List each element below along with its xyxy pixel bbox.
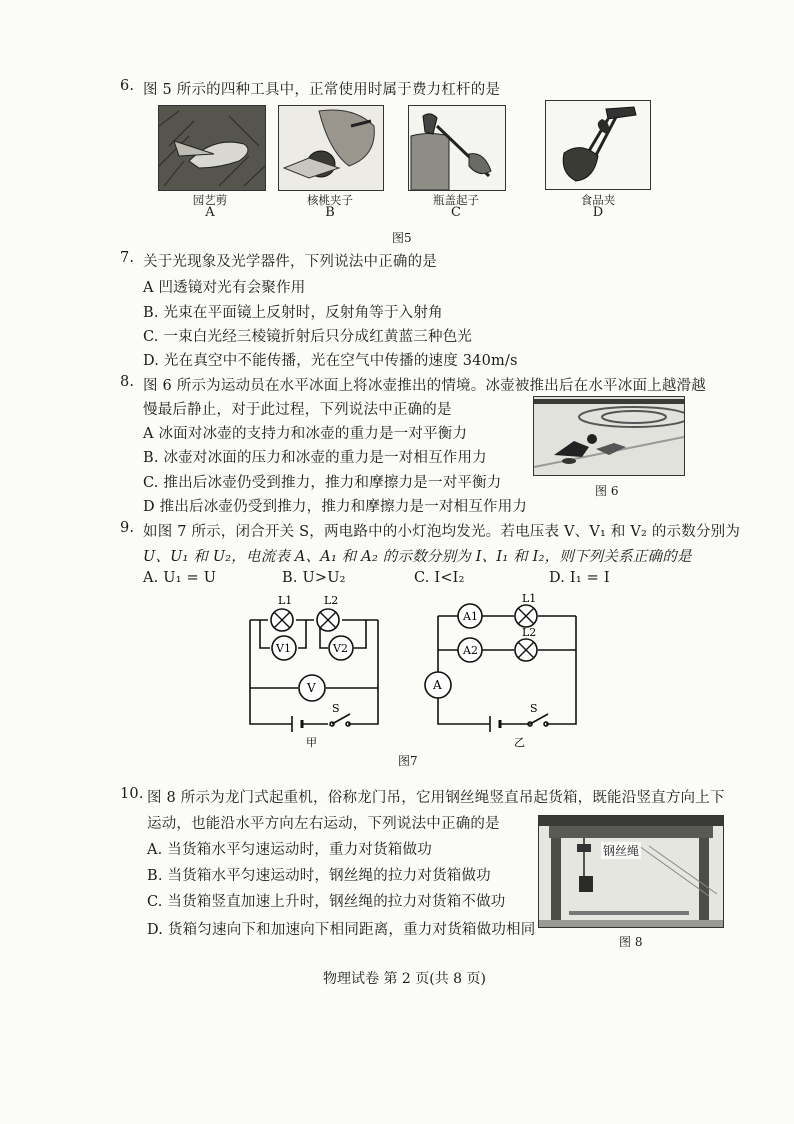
voltmeter-v-label: V xyxy=(307,681,316,695)
lamp-l2-label-yi: L2 xyxy=(522,626,537,639)
tool-b-letter: B xyxy=(325,205,335,220)
figure-5-label: 图5 xyxy=(392,231,412,245)
ammeter-a2-label: A2 xyxy=(463,644,478,657)
q8-option-a: A 冰面对冰壶的支持力和冰壶的重力是一对平衡力 xyxy=(143,426,468,442)
q7-option-a: A 凹透镜对光有会聚作用 xyxy=(143,280,306,296)
q10-option-d: D. 货箱匀速向下和加速向下相同距离，重力对货箱做功相同 xyxy=(147,922,536,938)
tool-c-letter: C xyxy=(451,205,461,220)
q6-stem: 图 5 所示的四种工具中，正常使用时属于费力杠杆的是 xyxy=(143,82,501,98)
q8-option-d: D 推出后冰壶仍受到推力，推力和摩擦力是一对相互作用力 xyxy=(143,499,528,515)
page-footer: 物理试卷 第 2 页(共 8 页) xyxy=(323,971,486,987)
lamp-l2-label: L2 xyxy=(324,594,339,607)
tool-d-caption: 食品夹 xyxy=(580,193,616,207)
q10-stem-line2: 运动，也能沿水平方向左右运动，下列说法中正确的是 xyxy=(147,816,500,832)
q10-option-a: A. 当货箱水平匀速运动时，重力对货箱做功 xyxy=(147,842,432,858)
walnut-cracker-photo xyxy=(278,105,384,191)
lamp-l1-label: L1 xyxy=(278,594,293,607)
q10-stem-line1: 图 8 所示为龙门式起重机，俗称龙门吊，它用钢丝绳竖直吊起货箱，既能沿竖直方向上下 xyxy=(147,790,725,806)
q9-option-a: A. U₁ = U xyxy=(143,570,217,586)
garden-shears-photo xyxy=(158,105,266,191)
gantry-crane-photo xyxy=(538,815,724,928)
lamp-l2-icon xyxy=(317,609,339,631)
tool-c-caption: 瓶盖起子 xyxy=(433,193,479,207)
figure-7-label: 图7 xyxy=(398,754,418,768)
lamp-l1-icon xyxy=(271,609,293,631)
q7-option-d: D. 光在真空中不能传播，光在空气中传播的速度 340m/s xyxy=(143,353,518,369)
circuit-yi-label: 乙 xyxy=(514,736,525,748)
lamp-l1-label-yi: L1 xyxy=(522,592,537,605)
q9-stem-line1: 如图 7 所示，闭合开关 S，两电路中的小灯泡均发光。若电压表 V、V₁ 和 V₂ 的示数分别为 xyxy=(143,524,741,540)
switch-s-label-jia: S xyxy=(332,702,340,715)
lamp-l2-icon-yi xyxy=(515,639,537,661)
q9-stem-line2: U、U₁ 和 U₂，电流表 A、A₁ 和 A₂ 的示数分别为 I、I₁ 和 I₂，则下列关系正确的是 xyxy=(143,549,692,565)
tool-a-caption: 园艺剪 xyxy=(192,193,228,207)
q8-stem-line2: 慢最后静止，对于此过程，下列说法中正确的是 xyxy=(143,402,452,418)
switch-s-label-yi: S xyxy=(530,702,538,715)
bottle-opener-photo xyxy=(408,105,506,191)
q6-number: 6. xyxy=(120,78,135,94)
curling-photo xyxy=(533,396,685,476)
q8-option-c: C. 推出后冰壶仍受到推力，推力和摩擦力是一对平衡力 xyxy=(143,475,502,491)
ammeter-a-label: A xyxy=(433,678,442,692)
q7-stem: 关于光现象及光学器件，下列说法中正确的是 xyxy=(143,254,437,270)
q8-option-b: B. 冰壶对冰面的压力和冰壶的重力是一对相互作用力 xyxy=(143,450,487,466)
lamp-l1-icon-yi xyxy=(515,605,537,627)
circuit-diagram-yi xyxy=(418,592,583,748)
q9-option-b: B. U>U₂ xyxy=(282,570,346,586)
ammeter-a1-label: A1 xyxy=(463,610,478,623)
q10-number: 10. xyxy=(120,786,144,802)
tool-b-caption: 核桃夹子 xyxy=(307,193,353,207)
figure-6-label: 图 6 xyxy=(595,484,619,498)
q7-option-b: B. 光束在平面镜上反射时，反射角等于入射角 xyxy=(143,305,443,321)
q8-number: 8. xyxy=(120,374,135,390)
q9-option-d: D. I₁ = I xyxy=(549,570,610,586)
q9-number: 9. xyxy=(120,520,135,536)
circuit-diagram-jia xyxy=(240,592,390,748)
food-tongs-photo xyxy=(545,100,651,190)
q7-number: 7. xyxy=(120,250,135,266)
q7-option-c: C. 一束白光经三棱镜折射后只分成红黄蓝三种色光 xyxy=(143,329,473,345)
q10-option-b: B. 当货箱水平匀速运动时，钢丝绳的拉力对货箱做功 xyxy=(147,868,491,884)
q9-option-c: C. I<I₂ xyxy=(414,570,465,586)
figure-8-label: 图 8 xyxy=(619,935,643,949)
q10-option-c: C. 当货箱竖直加速上升时，钢丝绳的拉力对货箱不做功 xyxy=(147,894,506,910)
voltmeter-v2-label: V2 xyxy=(333,642,348,655)
q8-stem-line1: 图 6 所示为运动员在水平冰面上将冰壶推出的情境。冰壶被推出后在水平冰面上越滑越 xyxy=(143,378,706,394)
voltmeter-v1-label: V1 xyxy=(276,642,291,655)
tool-a-letter: A xyxy=(205,205,215,220)
circuit-jia-label: 甲 xyxy=(306,736,317,748)
tool-d-letter: D xyxy=(592,205,604,220)
steel-cable-label: 钢丝绳 xyxy=(603,844,640,858)
